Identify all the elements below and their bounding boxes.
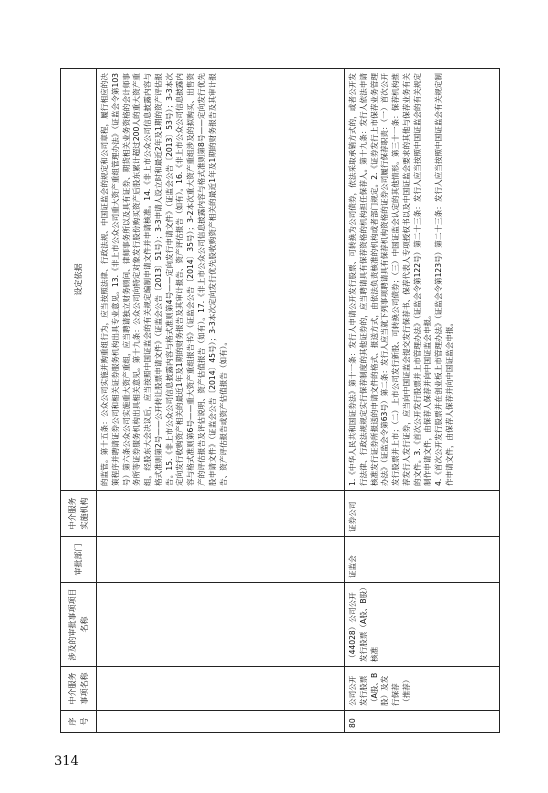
row-seq: 80 (345, 710, 499, 732)
basis-paragraph: 4.《首次公开发行股票并在创业板上市管理办法》（证监会令第123号）第二十三条：发行人应当按照中国证监会有关规定制作申请文件，由保荐人保荐并向中国证监会申报。 (434, 73, 455, 486)
continuation-basis: 的监管。第十五条：公众公司实施并购重组行为，应当按照法律、行政法规、中国证监会的规定和公司章程，履行相应的决策程序并聘请证券公司和相关证券服务机构出具专业意见。13.《非上市公众公司重大资产重组管理办法》（证监会令第103号）第六条公众公司实施重大资产重组，应当聘请独立财务顾问、律师事务所以及具有证券、期货相关业务资格的会计师事务所等证券服务机构出具相关意见。第十九条：公众公司向特定对象发行股份购买资产后股东累计超过200人的重大资产重组，经股东大会决议后，应当按照中国证监会的有关规定编制申请文件并申请核准。14.《非上市公众公司信息披露内容与格式准则第2号——公开转让股票申请文件》（证监会公告〔2013〕51号）；3-3申请人设立时和最近2年及1期的资产评估报告。15.《非上市公众公司信息披露内容与格式准则第4号——定向发行申请文件》（证监会公告〔2013〕53号）；3-3本次定向发行收购资产相关的最近1年及1期的财务报告及其审计报告、资产评估报告（如有）。16.《非上市公众公司信息披露内容与格式准则第6号——重大资产重组报告书》（证监会公告〔2014〕35号）；3-2本次重大资产重组涉及的拟购买、出售资产的评估报告及评估说明、资产估值报告（如有）。17.《非上市公众公司信息披露内容与格式准则第8号——定向发行优先股申请文件》（证监会公告〔2014〕45号）；3-3本次定向发行优先股收购资产相关的最近1年及1期的财务报告及其审计报告、资产评估报告或资产估值报告（如有）。 (97, 69, 345, 490)
row-item-name: 公司公开发行股票（A股、B股）及发行保荐（推荐） (345, 666, 499, 710)
continuation-seq (97, 710, 345, 732)
basis-paragraph: 1.《中华人民共和国证券法》第十一条：发行人申请公开发行股票、可转换为公司债券，依法采取承销方式的，或者公开发行法律、行政法规规定实行保荐制度的其他证券的，应当聘请具有保荐资格的机构担任保荐人。第十九条：发行人依法申请核准发行证券所报送的申请文件的格式、报送方式，由依法负责核准的机构或者部门规定。2.《证券发行上市保荐业务管理办法》（证监会令第63号）第二条：发行人应当就下列事项聘请具有保荐机构资格的证券公司履行保荐职责：（一）首次公开发行股票并上市；（二）上市公司发行新股、可转换公司债券；（三）中国证监会认定的其他情形。第三十一条：保荐机构推荐发行人发行证券，应当向中国证监会提交发行保荐书、保荐代表人专项授权书以及中国证监会要求的其他与保荐业务有关的文件。3.《首次公开发行股票并上市管理办法》（证监会令第122号）第二十三条：发行人应当按照中国证监会的有关规定制作申请文件，由保荐人保荐并向中国证监会申报。 (348, 73, 433, 486)
row-basis (345, 69, 499, 490)
row-agency: 证券公司 (345, 490, 499, 536)
header-dept: 审批部门 (61, 536, 97, 582)
header-agency: 中介服务实施机构 (61, 490, 97, 536)
row-approval-item: （44028）公司公开发行股票（A股、B股）核准 (345, 582, 499, 666)
page-number: 314 (54, 754, 79, 769)
header-item-name: 中介服务事项名称 (61, 666, 97, 710)
header-approval-item: 涉及的审批事项项目名称 (61, 582, 97, 666)
header-seq: 序号 (61, 710, 97, 732)
service-items-table (60, 68, 500, 733)
continuation-dept (97, 536, 345, 582)
continuation-approval-item (97, 582, 345, 666)
header-basis: 设定依据 (61, 69, 97, 490)
row-dept: 证监会 (345, 536, 499, 582)
continuation-agency (97, 490, 345, 536)
continuation-item-name (97, 666, 345, 710)
